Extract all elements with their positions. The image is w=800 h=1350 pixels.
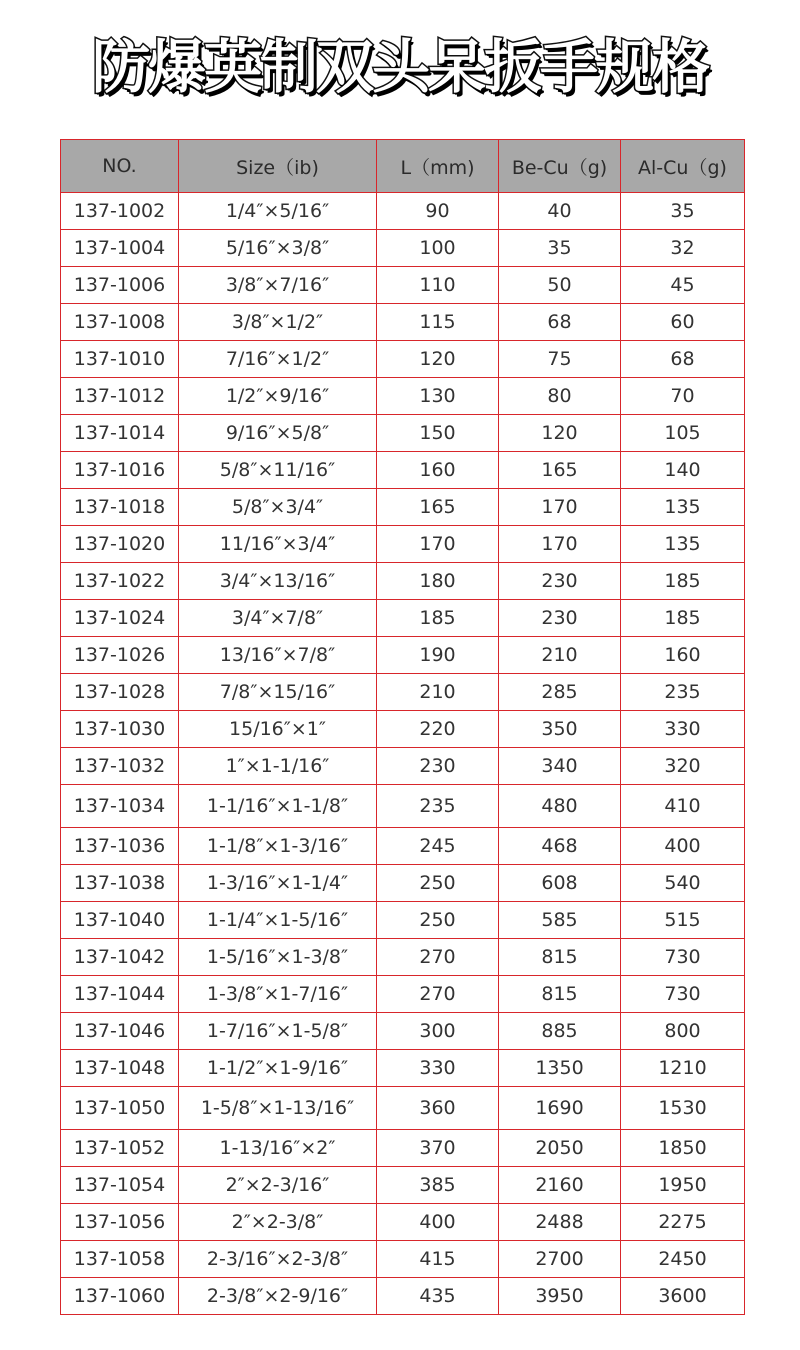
cell-al-cu-weight: 60 bbox=[621, 304, 745, 341]
table-row bbox=[61, 230, 745, 267]
header-al-cu-weight: Al-Cu（g) bbox=[621, 140, 745, 193]
cell-al-cu-weight: 70 bbox=[621, 378, 745, 415]
table-row bbox=[61, 1050, 745, 1087]
cell-size: 2-3/8″×2-9/16″ bbox=[179, 1278, 377, 1315]
cell-be-cu-weight: 480 bbox=[499, 785, 621, 828]
cell-al-cu-weight: 410 bbox=[621, 785, 745, 828]
cell-length: 170 bbox=[377, 526, 499, 563]
table-row bbox=[61, 828, 745, 865]
table-row bbox=[61, 1087, 745, 1130]
cell-be-cu-weight: 230 bbox=[499, 600, 621, 637]
cell-size: 9/16″×5/8″ bbox=[179, 415, 377, 452]
cell-be-cu-weight: 815 bbox=[499, 939, 621, 976]
cell-al-cu-weight: 68 bbox=[621, 341, 745, 378]
cell-length: 235 bbox=[377, 785, 499, 828]
cell-be-cu-weight: 68 bbox=[499, 304, 621, 341]
cell-no: 137-1038 bbox=[61, 865, 179, 902]
cell-al-cu-weight: 2275 bbox=[621, 1204, 745, 1241]
table-body bbox=[61, 193, 745, 1315]
cell-al-cu-weight: 400 bbox=[621, 828, 745, 865]
cell-al-cu-weight: 540 bbox=[621, 865, 745, 902]
cell-be-cu-weight: 230 bbox=[499, 563, 621, 600]
table-row bbox=[61, 415, 745, 452]
cell-length: 160 bbox=[377, 452, 499, 489]
table-row bbox=[61, 1241, 745, 1278]
cell-size: 5/16″×3/8″ bbox=[179, 230, 377, 267]
cell-no: 137-1008 bbox=[61, 304, 179, 341]
cell-length: 270 bbox=[377, 939, 499, 976]
table-row bbox=[61, 939, 745, 976]
table-row bbox=[61, 748, 745, 785]
cell-be-cu-weight: 608 bbox=[499, 865, 621, 902]
cell-al-cu-weight: 1210 bbox=[621, 1050, 745, 1087]
cell-length: 190 bbox=[377, 637, 499, 674]
cell-size: 2″×2-3/8″ bbox=[179, 1204, 377, 1241]
cell-be-cu-weight: 885 bbox=[499, 1013, 621, 1050]
cell-no: 137-1054 bbox=[61, 1167, 179, 1204]
cell-be-cu-weight: 170 bbox=[499, 526, 621, 563]
cell-no: 137-1056 bbox=[61, 1204, 179, 1241]
cell-size: 1-1/4″×1-5/16″ bbox=[179, 902, 377, 939]
cell-al-cu-weight: 105 bbox=[621, 415, 745, 452]
cell-be-cu-weight: 1350 bbox=[499, 1050, 621, 1087]
cell-size: 3/4″×13/16″ bbox=[179, 563, 377, 600]
cell-length: 165 bbox=[377, 489, 499, 526]
cell-length: 90 bbox=[377, 193, 499, 230]
cell-no: 137-1010 bbox=[61, 341, 179, 378]
cell-size: 2″×2-3/16″ bbox=[179, 1167, 377, 1204]
table-row bbox=[61, 865, 745, 902]
cell-al-cu-weight: 1850 bbox=[621, 1130, 745, 1167]
spec-table bbox=[60, 139, 745, 1315]
cell-be-cu-weight: 35 bbox=[499, 230, 621, 267]
table-row bbox=[61, 1167, 745, 1204]
table-row bbox=[61, 1013, 745, 1050]
cell-size: 1-5/16″×1-3/8″ bbox=[179, 939, 377, 976]
cell-be-cu-weight: 340 bbox=[499, 748, 621, 785]
cell-be-cu-weight: 1690 bbox=[499, 1087, 621, 1130]
cell-length: 115 bbox=[377, 304, 499, 341]
cell-no: 137-1024 bbox=[61, 600, 179, 637]
cell-size: 1″×1-1/16″ bbox=[179, 748, 377, 785]
cell-al-cu-weight: 135 bbox=[621, 526, 745, 563]
cell-be-cu-weight: 350 bbox=[499, 711, 621, 748]
header-length: L（mm) bbox=[377, 140, 499, 193]
cell-size: 1-3/16″×1-1/4″ bbox=[179, 865, 377, 902]
cell-no: 137-1020 bbox=[61, 526, 179, 563]
header-no: NO. bbox=[61, 140, 179, 193]
cell-length: 270 bbox=[377, 976, 499, 1013]
cell-size: 1-13/16″×2″ bbox=[179, 1130, 377, 1167]
cell-al-cu-weight: 1950 bbox=[621, 1167, 745, 1204]
cell-be-cu-weight: 120 bbox=[499, 415, 621, 452]
cell-al-cu-weight: 135 bbox=[621, 489, 745, 526]
cell-no: 137-1042 bbox=[61, 939, 179, 976]
cell-length: 220 bbox=[377, 711, 499, 748]
cell-length: 360 bbox=[377, 1087, 499, 1130]
table-row bbox=[61, 378, 745, 415]
cell-size: 1-7/16″×1-5/8″ bbox=[179, 1013, 377, 1050]
cell-be-cu-weight: 2700 bbox=[499, 1241, 621, 1278]
table-row bbox=[61, 267, 745, 304]
cell-be-cu-weight: 3950 bbox=[499, 1278, 621, 1315]
cell-no: 137-1044 bbox=[61, 976, 179, 1013]
cell-length: 130 bbox=[377, 378, 499, 415]
cell-no: 137-1060 bbox=[61, 1278, 179, 1315]
cell-size: 1/4″×5/16″ bbox=[179, 193, 377, 230]
cell-be-cu-weight: 2160 bbox=[499, 1167, 621, 1204]
cell-no: 137-1034 bbox=[61, 785, 179, 828]
cell-length: 415 bbox=[377, 1241, 499, 1278]
cell-be-cu-weight: 468 bbox=[499, 828, 621, 865]
cell-al-cu-weight: 140 bbox=[621, 452, 745, 489]
cell-length: 330 bbox=[377, 1050, 499, 1087]
cell-no: 137-1028 bbox=[61, 674, 179, 711]
header-be-cu-weight: Be-Cu（g) bbox=[499, 140, 621, 193]
cell-no: 137-1046 bbox=[61, 1013, 179, 1050]
cell-size: 1-1/2″×1-9/16″ bbox=[179, 1050, 377, 1087]
cell-al-cu-weight: 730 bbox=[621, 939, 745, 976]
cell-be-cu-weight: 170 bbox=[499, 489, 621, 526]
cell-al-cu-weight: 1530 bbox=[621, 1087, 745, 1130]
cell-size: 3/4″×7/8″ bbox=[179, 600, 377, 637]
table-row bbox=[61, 341, 745, 378]
cell-size: 1-3/8″×1-7/16″ bbox=[179, 976, 377, 1013]
cell-length: 210 bbox=[377, 674, 499, 711]
cell-length: 400 bbox=[377, 1204, 499, 1241]
cell-size: 1-1/16″×1-1/8″ bbox=[179, 785, 377, 828]
table-row bbox=[61, 1130, 745, 1167]
cell-al-cu-weight: 515 bbox=[621, 902, 745, 939]
cell-no: 137-1022 bbox=[61, 563, 179, 600]
cell-no: 137-1040 bbox=[61, 902, 179, 939]
table-row bbox=[61, 785, 745, 828]
cell-size: 13/16″×7/8″ bbox=[179, 637, 377, 674]
cell-no: 137-1026 bbox=[61, 637, 179, 674]
cell-length: 250 bbox=[377, 865, 499, 902]
cell-be-cu-weight: 2488 bbox=[499, 1204, 621, 1241]
cell-no: 137-1050 bbox=[61, 1087, 179, 1130]
table-row bbox=[61, 1278, 745, 1315]
cell-be-cu-weight: 40 bbox=[499, 193, 621, 230]
cell-be-cu-weight: 210 bbox=[499, 637, 621, 674]
cell-al-cu-weight: 160 bbox=[621, 637, 745, 674]
table-row bbox=[61, 902, 745, 939]
cell-al-cu-weight: 235 bbox=[621, 674, 745, 711]
cell-al-cu-weight: 2450 bbox=[621, 1241, 745, 1278]
cell-length: 150 bbox=[377, 415, 499, 452]
cell-size: 1-5/8″×1-13/16″ bbox=[179, 1087, 377, 1130]
table-row bbox=[61, 637, 745, 674]
table-header-row bbox=[61, 140, 745, 193]
cell-be-cu-weight: 2050 bbox=[499, 1130, 621, 1167]
cell-be-cu-weight: 285 bbox=[499, 674, 621, 711]
cell-length: 370 bbox=[377, 1130, 499, 1167]
cell-no: 137-1052 bbox=[61, 1130, 179, 1167]
cell-length: 250 bbox=[377, 902, 499, 939]
cell-size: 5/8″×11/16″ bbox=[179, 452, 377, 489]
cell-size: 5/8″×3/4″ bbox=[179, 489, 377, 526]
cell-al-cu-weight: 730 bbox=[621, 976, 745, 1013]
cell-length: 185 bbox=[377, 600, 499, 637]
cell-no: 137-1018 bbox=[61, 489, 179, 526]
cell-no: 137-1036 bbox=[61, 828, 179, 865]
cell-size: 3/8″×7/16″ bbox=[179, 267, 377, 304]
cell-size: 7/16″×1/2″ bbox=[179, 341, 377, 378]
cell-length: 100 bbox=[377, 230, 499, 267]
cell-size: 11/16″×3/4″ bbox=[179, 526, 377, 563]
table-row bbox=[61, 711, 745, 748]
table-row bbox=[61, 1204, 745, 1241]
cell-no: 137-1032 bbox=[61, 748, 179, 785]
cell-be-cu-weight: 50 bbox=[499, 267, 621, 304]
cell-size: 15/16″×1″ bbox=[179, 711, 377, 748]
cell-no: 137-1048 bbox=[61, 1050, 179, 1087]
cell-al-cu-weight: 185 bbox=[621, 563, 745, 600]
cell-length: 110 bbox=[377, 267, 499, 304]
cell-length: 300 bbox=[377, 1013, 499, 1050]
cell-be-cu-weight: 75 bbox=[499, 341, 621, 378]
cell-no: 137-1058 bbox=[61, 1241, 179, 1278]
cell-size: 7/8″×15/16″ bbox=[179, 674, 377, 711]
cell-no: 137-1016 bbox=[61, 452, 179, 489]
cell-size: 1/2″×9/16″ bbox=[179, 378, 377, 415]
cell-length: 385 bbox=[377, 1167, 499, 1204]
table-row bbox=[61, 489, 745, 526]
table-row bbox=[61, 193, 745, 230]
cell-al-cu-weight: 35 bbox=[621, 193, 745, 230]
cell-length: 180 bbox=[377, 563, 499, 600]
cell-al-cu-weight: 320 bbox=[621, 748, 745, 785]
table-row bbox=[61, 526, 745, 563]
cell-al-cu-weight: 32 bbox=[621, 230, 745, 267]
table-row bbox=[61, 976, 745, 1013]
table-row bbox=[61, 674, 745, 711]
cell-no: 137-1006 bbox=[61, 267, 179, 304]
table-row bbox=[61, 600, 745, 637]
cell-size: 2-3/16″×2-3/8″ bbox=[179, 1241, 377, 1278]
table-row bbox=[61, 563, 745, 600]
cell-al-cu-weight: 185 bbox=[621, 600, 745, 637]
cell-length: 120 bbox=[377, 341, 499, 378]
header-size: Size（ib) bbox=[179, 140, 377, 193]
table-row bbox=[61, 304, 745, 341]
cell-no: 137-1002 bbox=[61, 193, 179, 230]
cell-al-cu-weight: 3600 bbox=[621, 1278, 745, 1315]
cell-be-cu-weight: 80 bbox=[499, 378, 621, 415]
cell-no: 137-1012 bbox=[61, 378, 179, 415]
cell-be-cu-weight: 815 bbox=[499, 976, 621, 1013]
table-row bbox=[61, 452, 745, 489]
cell-al-cu-weight: 45 bbox=[621, 267, 745, 304]
cell-al-cu-weight: 330 bbox=[621, 711, 745, 748]
cell-length: 435 bbox=[377, 1278, 499, 1315]
cell-be-cu-weight: 585 bbox=[499, 902, 621, 939]
cell-length: 230 bbox=[377, 748, 499, 785]
cell-length: 245 bbox=[377, 828, 499, 865]
cell-size: 3/8″×1/2″ bbox=[179, 304, 377, 341]
cell-al-cu-weight: 800 bbox=[621, 1013, 745, 1050]
cell-be-cu-weight: 165 bbox=[499, 452, 621, 489]
page-title: 防爆英制双头呆扳手规格 bbox=[91, 33, 708, 101]
cell-no: 137-1014 bbox=[61, 415, 179, 452]
cell-no: 137-1030 bbox=[61, 711, 179, 748]
cell-no: 137-1004 bbox=[61, 230, 179, 267]
cell-size: 1-1/8″×1-3/16″ bbox=[179, 828, 377, 865]
